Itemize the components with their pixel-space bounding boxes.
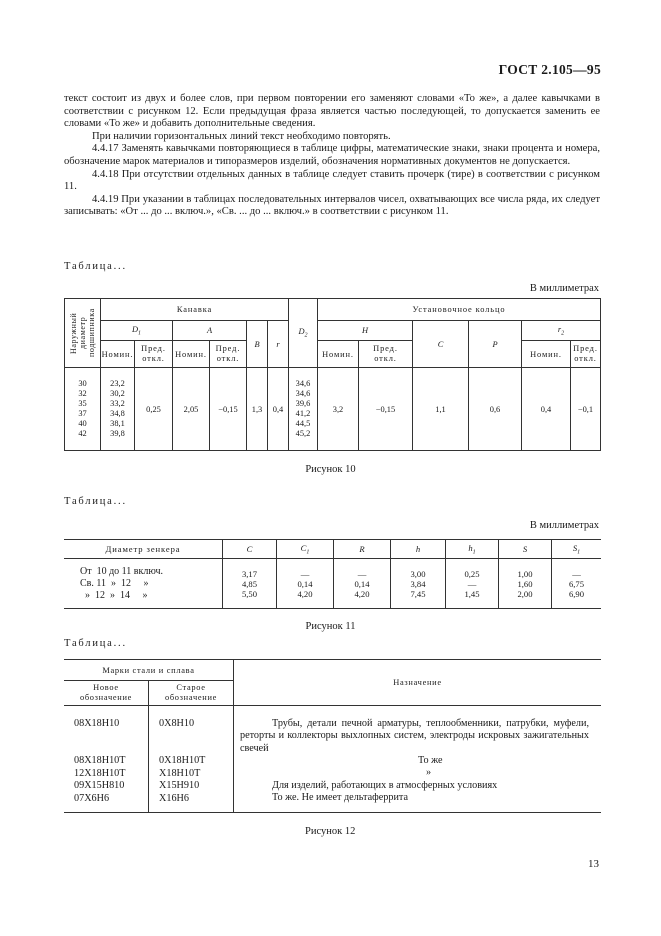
r2-nom-value: 0,4 [522,368,571,451]
zenker-diameter-header: Диаметр зенкера [64,540,223,559]
c1-values: — 0,14 4,20 [277,559,334,609]
document-header: ГОСТ 2.105—95 [498,62,601,77]
d2-values: 34,6 34,6 39,6 41,2 44,5 45,2 [289,368,318,451]
a-nom-value: 2,05 [173,368,210,451]
paragraph: 4.4.18 При отсутствии отдельных данных в таблице следует ставить прочерк (тире) в соответствии с рисунком 11. [64,168,600,193]
new-designation-header: Новое обозначение [64,681,149,706]
body-text [64,93,600,219]
s-header: S [499,540,552,559]
dev-header: Пред. откл. [135,341,173,368]
table-label: Таблица... [64,261,127,272]
dev-header: Пред. откл. [571,341,601,368]
h-dev-value: −0,15 [359,368,413,451]
kanavka-header: Канавка [101,299,289,321]
p-value: 0,6 [469,368,522,451]
s1-values: — 6,75 6,90 [552,559,602,609]
h-header: h [391,540,446,559]
c-value: 1,1 [413,368,469,451]
dev-header: Пред. откл. [210,341,247,368]
c-values: 3,17 4,85 5,50 [223,559,277,609]
outer-diameter-header: Наружный диаметр подшипника [65,299,101,368]
table-figure-10 [64,298,601,451]
s-values: 1,00 1,60 2,00 [499,559,552,609]
h-values: 3,00 3,84 7,45 [391,559,446,609]
h1-values: 0,25 — 1,45 [446,559,499,609]
a-dev-value: −0,15 [210,368,247,451]
h-nom-value: 3,2 [318,368,359,451]
table-label: Таблица... [64,638,127,649]
c1-header: $C_1$ [277,540,334,559]
range-column: От 10 до 11 включ. Св. 11 » 12 » » 12 » 14 » [64,559,223,609]
figure-12-caption: Рисунок 12 [305,826,356,837]
unit-label: В миллиметрах [529,283,599,294]
table-figure-12 [64,659,601,813]
r-header: r [268,321,289,368]
figure-10-caption: Рисунок 10 [305,464,356,475]
nom-header: Номин. [101,341,135,368]
nom-header: Номин. [318,341,359,368]
r-values: — 0,14 4,20 [334,559,391,609]
r-value: 0,4 [268,368,289,451]
paragraph: 4.4.17 Заменять кавычками повторяющиеся в таблице цифры, математические знаки, знаки процента и номера, обозначение марок материалов и типоразмеров изделий, обозначения нормативных документов не допускается. [64,143,600,167]
nom-header: Номин. [173,341,210,368]
figure-11-caption: Рисунок 11 [305,621,356,632]
c-header: C [413,321,469,368]
d1-nom-values: 23,2 30,2 33,2 34,8 38,1 39,8 [101,368,135,451]
r2-dev-value: −0,1 [571,368,601,451]
table-figure-11 [64,539,601,609]
a-header: A [173,321,247,341]
ring-header: Установочное кольцо [318,299,601,321]
h-header: H [318,321,413,341]
c-header: C [223,540,277,559]
purpose-header: Назначение [234,660,602,706]
table-label: Таблица... [64,496,127,507]
d1-header: $D_1$ [101,321,173,341]
old-designation-column: 0Х8Н10 0Х18Н10Т Х18Н10Т Х15Н910 Х16Н6 [149,706,234,813]
b-header: B [247,321,268,368]
steel-grades-header: Марки стали и сплава [64,660,234,681]
new-designation-column: 08Х18Н10 08Х18Н10Т 12Х18Н10Т 09Х15Н810 07Х6Н6 [64,706,149,813]
s1-header: $S_1$ [552,540,602,559]
nom-header: Номин. [522,341,571,368]
r-header: R [334,540,391,559]
paragraph: текст состоит из двух и более слов, при первом повторении его заменяют словами «То же», а далее кавычками в соответствии с рисунком 12. Если предыдущая фраза является частью последующей, то допускается заменить ее словами «То же» и добавить дополнительные сведения. [64,93,600,130]
page-number: 13 [588,858,599,870]
purpose-column: Трубы, детали печной арматуры, теплообменники, патрубки, муфели, реторты и коллекторы выхлопных систем, электроды искровых зажигательных свечей То же » Для изделий, работающих в атмосферных условиях То же. Не имеет дельтаферрита [234,706,602,813]
p-header: P [469,321,522,368]
r2-header: $r_2$ [522,321,601,341]
d1-dev-value: 0,25 [135,368,173,451]
h1-header: $h_1$ [446,540,499,559]
dev-header: Пред. откл. [359,341,413,368]
paragraph: 4.4.19 При указании в таблицах последовательных интервалов чисел, охватывающих все числа ряда, их следует записывать: «От ... до ... включ.», «Св. ... до ... включ.» в соответствии с рисунком 11. [64,193,600,218]
paragraph: При наличии горизонтальных линий текст необходимо повторять. [92,130,391,142]
b-value: 1,3 [247,368,268,451]
old-designation-header: Старое обозначение [149,681,234,706]
diameter-values: 30 32 35 37 40 42 [65,368,101,451]
d2-header: $D_2$ [289,299,318,368]
unit-label: В миллиметрах [529,520,599,531]
